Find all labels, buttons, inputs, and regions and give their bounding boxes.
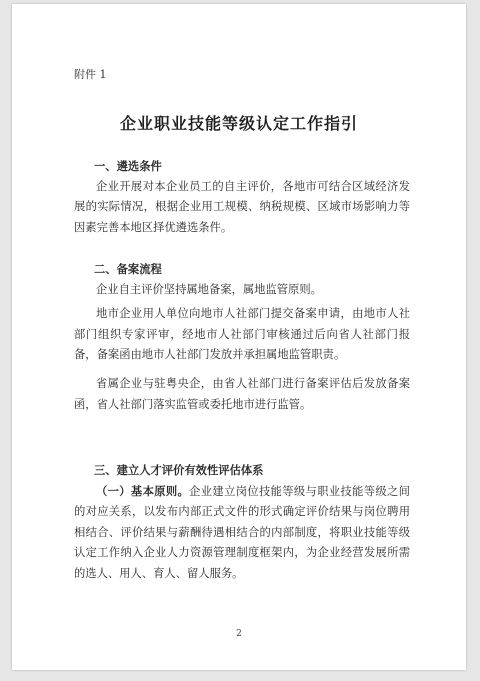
- attachment-label: 附件 1: [74, 68, 107, 81]
- section-heading: 三、建立人才评价有效性评估体系: [94, 463, 264, 477]
- paragraph: 企业自主评价坚持属地备案，属地监管原则。: [96, 282, 322, 296]
- paragraph-text: 企业建立岗位技能等级与职业技能等级之间的对应关系，以发布内部正式文件的形式确定评价结果与岗位聘用相结合、评价结果与薪酬待遇相结合的内部制度，将职业技能等级认定工作纳入企业人力资源管理制度框架内，为企业经营发展所需的选人、用人、育人、留人服务。: [74, 484, 410, 580]
- section-3: [74, 460, 410, 585]
- paragraph: [74, 481, 410, 585]
- section-heading: 一、遴选条件: [94, 159, 162, 173]
- document-title: 企业职业技能等级认定工作指引: [119, 114, 358, 133]
- page-number: 2: [236, 629, 242, 639]
- section-heading: 二、备案流程: [94, 262, 162, 276]
- document-page: [12, 4, 466, 670]
- paragraph-lead: （一）基本原则。: [96, 483, 190, 498]
- section-2: [74, 259, 410, 415]
- paragraph: 企业开展对本企业员工的自主评价，各地市可结合区域经济发展的实际情况，根据企业用工规模、纳税规模、区域市场影响力等因素完善本地区择优遴选条件。: [74, 179, 410, 234]
- section-1: [74, 156, 410, 238]
- paragraph: 地市企业用人单位向地市人社部门提交备案申请，由地市人社部门组织专家评审，经地市人社部门审核通过后向省人社部门报备，备案函由地市人社部门发放并承担属地监管职责。: [74, 307, 410, 362]
- paragraph: 省属企业与驻粤央企，由省人社部门进行备案评估后发放备案函，省人社部门落实监管或委托地市进行监管。: [74, 376, 410, 411]
